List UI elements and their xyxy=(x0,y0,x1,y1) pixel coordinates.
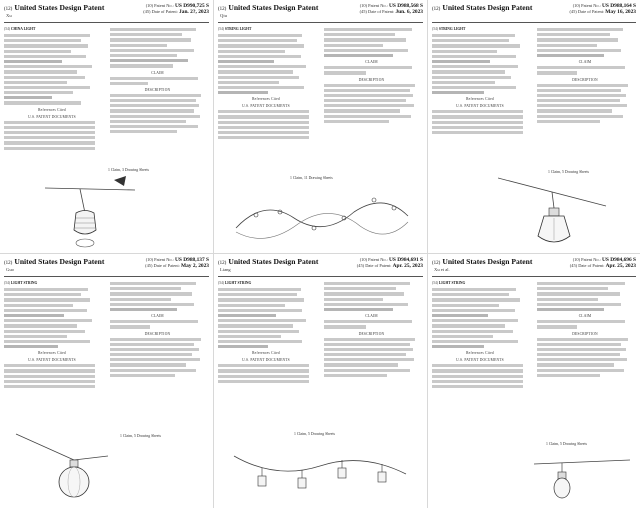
title-line: (54) LIGHT STRING xyxy=(432,281,466,285)
patent-office-title: (12) United States Design Patent xyxy=(432,3,533,12)
left-column xyxy=(218,280,314,385)
patent-office-title: (12) United States Design Patent xyxy=(4,257,105,266)
left-column xyxy=(4,280,100,390)
title-line: (54) LIGHT STRING xyxy=(218,281,252,285)
claim-heading: CLAIM xyxy=(365,314,378,319)
claim-heading: CLAIM xyxy=(365,60,378,65)
left-column xyxy=(218,26,314,141)
description-heading: DESCRIPTION xyxy=(572,331,598,336)
claim-heading: CLAIM xyxy=(151,70,164,75)
patent-page-6 xyxy=(428,254,640,508)
references-heading: References Cited xyxy=(38,351,66,356)
right-column xyxy=(537,280,633,379)
patent-page-1 xyxy=(0,0,213,253)
right-column xyxy=(110,26,206,135)
patent-header xyxy=(432,3,636,23)
right-column xyxy=(324,280,420,379)
patent-office-title: (12) United States Design Patent xyxy=(218,3,319,12)
left-column xyxy=(432,26,528,136)
patent-header xyxy=(432,257,636,277)
header-rule xyxy=(218,22,423,23)
light-string-lamps-drawing xyxy=(232,440,408,506)
right-column xyxy=(537,26,633,125)
figure-caption: 1 Claim, 11 Drawing Sheets xyxy=(290,176,333,180)
references-heading: References Cited xyxy=(252,351,280,356)
patent-number-block: (10) Patent No.: US D988,137 S (45) Date of Patent: May 2, 2023 xyxy=(145,257,209,270)
figure-caption: 1 Claim, 5 Drawing Sheets xyxy=(548,170,590,174)
inventor-name: Xu et al. xyxy=(434,267,450,272)
inventor-name: Guo xyxy=(6,267,14,272)
figure-caption: 1 Claim, 5 Drawing Sheets xyxy=(120,434,162,438)
patent-header xyxy=(4,257,209,277)
patent-page-5 xyxy=(214,254,427,508)
references-heading: References Cited xyxy=(466,351,494,356)
references-heading: References Cited xyxy=(38,107,66,112)
patent-number-block: (10) Patent No.: US D984,691 S (45) Date of Patent: Apr. 25, 2023 xyxy=(356,257,423,270)
us-documents-heading: U.S. PATENT DOCUMENTS xyxy=(456,358,504,363)
header-rule xyxy=(432,22,636,23)
inventor-name: Xu xyxy=(6,13,12,18)
title-line: (54) STRING LIGHT xyxy=(432,27,466,31)
figure-caption: 1 Claim, 5 Drawing Sheets xyxy=(546,442,588,446)
patent-number-block: (10) Patent No.: US D988,568 S (45) Date of Patent: Jun. 6, 2023 xyxy=(359,3,423,16)
claim-heading: CLAIM xyxy=(151,314,164,319)
patent-number-block: (10) Patent No.: US D990,725 S (45) Date of Patent: Jan. 2?, 2023 xyxy=(143,3,209,16)
patent-office-title: (12) United States Design Patent xyxy=(432,257,533,266)
description-heading: DESCRIPTION xyxy=(144,331,171,336)
title-line: (54) STRING LIGHT xyxy=(218,27,252,31)
title-line: (54) CHINA LIGHT xyxy=(4,27,36,31)
patent-number-block: (10) Patent No.: US D984,696 S (45) Date of Patent: Apr. 25, 2023 xyxy=(569,257,636,270)
description-heading: DESCRIPTION xyxy=(358,331,385,336)
us-documents-heading: U.S. PATENT DOCUMENTS xyxy=(28,114,76,119)
header-rule xyxy=(4,276,209,277)
us-documents-heading: U.S. PATENT DOCUMENTS xyxy=(242,104,290,109)
patent-office-title: (12) United States Design Patent xyxy=(4,3,105,12)
china-light-drawing xyxy=(40,168,140,252)
patent-page-4 xyxy=(0,254,213,508)
inventor-name: Qiu xyxy=(220,13,227,18)
left-column xyxy=(432,280,528,390)
us-documents-heading: U.S. PATENT DOCUMENTS xyxy=(242,358,290,363)
figure-caption: 1 Claim, 5 Drawing Sheets xyxy=(294,432,336,436)
references-heading: References Cited xyxy=(466,97,494,102)
description-heading: DESCRIPTION xyxy=(572,77,598,82)
left-column xyxy=(4,26,100,152)
description-heading: DESCRIPTION xyxy=(144,87,171,92)
light-string-globe-drawing xyxy=(14,430,110,506)
patent-header xyxy=(4,3,209,23)
references-heading: References Cited xyxy=(252,97,280,102)
us-documents-heading: U.S. PATENT DOCUMENTS xyxy=(456,104,504,109)
header-rule xyxy=(218,276,423,277)
header-rule xyxy=(432,276,636,277)
us-documents-heading: U.S. PATENT DOCUMENTS xyxy=(28,358,76,363)
right-column xyxy=(324,26,420,125)
patent-header xyxy=(218,257,423,277)
figure-caption: 1 Claim, 3 Drawing Sheets xyxy=(108,168,150,172)
patent-header xyxy=(218,3,423,23)
title-line: (54) LIGHT STRING xyxy=(4,281,38,285)
inventor-name: Liang xyxy=(220,267,231,272)
claim-heading: CLAIM xyxy=(578,314,592,319)
patent-office-title: (12) United States Design Patent xyxy=(218,257,319,266)
claim-heading: CLAIM xyxy=(578,60,592,65)
string-light-drawing xyxy=(234,188,410,250)
right-column xyxy=(110,280,206,379)
header-rule xyxy=(4,22,209,23)
patent-page-3 xyxy=(428,0,640,253)
patent-page-2 xyxy=(214,0,427,253)
string-light-bulb-drawing xyxy=(498,172,608,252)
patent-number-block: (10) Patent No.: US D988,164 S (45) Date of Patent: May 16, 2023 xyxy=(569,3,636,16)
light-string-pendant-drawing xyxy=(532,450,632,506)
description-heading: DESCRIPTION xyxy=(358,77,385,82)
